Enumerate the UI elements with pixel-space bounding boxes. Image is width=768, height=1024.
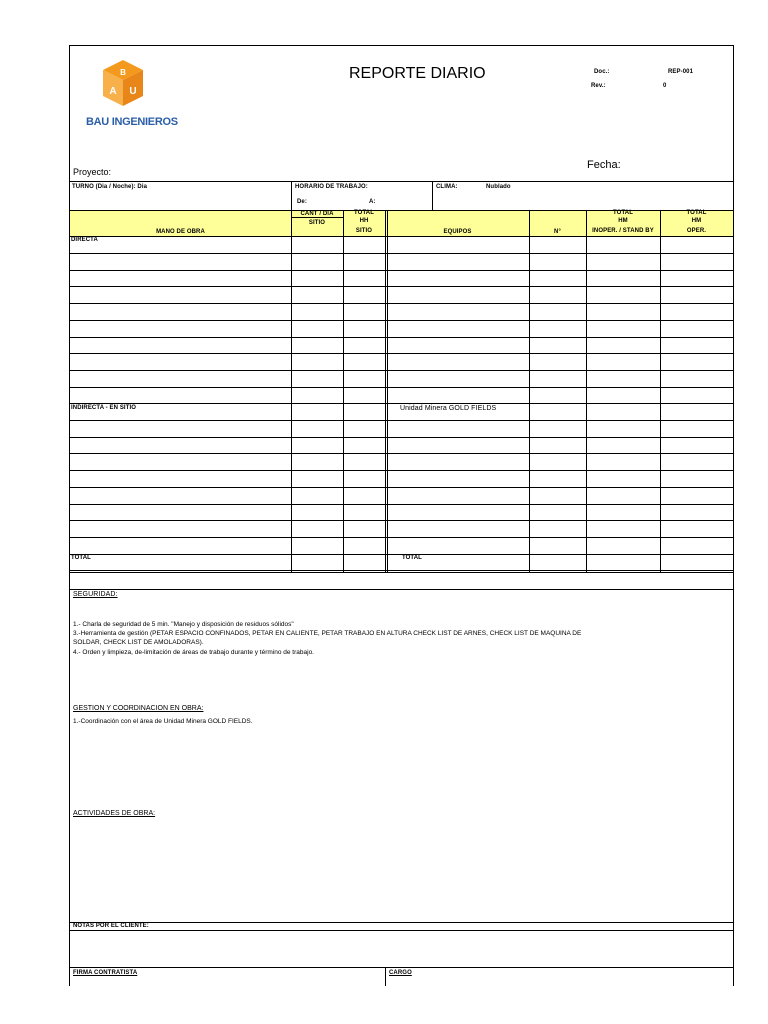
info-divider-2	[432, 181, 433, 211]
svg-text:A: A	[109, 86, 117, 97]
row-unidad-minera: Unidad Minera GOLD FIELDS	[400, 405, 497, 412]
header-total: TOTAL	[354, 210, 374, 216]
actividades-title: ACTIVIDADES DE OBRA:	[73, 810, 156, 817]
table-row-line	[69, 554, 733, 555]
table-row-line	[69, 403, 733, 404]
row-directa: DIRECTA	[71, 237, 98, 243]
table-row-line	[69, 387, 733, 388]
table-row-line	[69, 337, 733, 338]
gestion-line-1: 1.-Coordinación con el área de Unidad Minera GOLD FIELDS.	[73, 718, 253, 725]
table-row-line	[69, 537, 733, 538]
header-mano-obra: MANO DE OBRA	[156, 229, 205, 235]
company-name: BAU INGENIEROS	[86, 116, 178, 128]
proyecto-label: Proyecto:	[73, 167, 112, 177]
col-line-total-hh	[343, 210, 344, 573]
header-oper-1: TOTAL	[686, 210, 707, 216]
rev-value: 0	[663, 83, 667, 89]
header-oper-2: HM	[691, 218, 702, 224]
col-line-cant	[291, 210, 292, 573]
header-sitio-1: SITIO	[308, 220, 326, 226]
svg-text:B: B	[120, 68, 126, 77]
firma-top-line	[69, 967, 733, 968]
table-row-line	[69, 504, 733, 505]
header-numero: N°	[554, 229, 561, 235]
frame-right-border	[733, 45, 734, 986]
table-row-line	[69, 370, 733, 371]
info-row-top	[69, 181, 733, 182]
col-line-oper	[660, 210, 661, 573]
firma-cargo: CARGO	[389, 970, 412, 976]
seguridad-title: SEGURIDAD:	[73, 591, 118, 598]
table-row-line	[69, 286, 733, 287]
horario-label: HORARIO DE TRABAJO:	[295, 184, 368, 190]
doc-value: REP-001	[668, 69, 694, 75]
header-hh: HH	[359, 218, 369, 224]
table-row-line	[69, 487, 733, 488]
table-row-line	[69, 320, 733, 321]
table-row-line	[69, 353, 733, 354]
header-inoper-3: INOPER. / STAND BY	[592, 228, 654, 234]
header-oper-3: OPER.	[686, 228, 707, 234]
frame-left-border	[69, 45, 70, 986]
header-sitio-2: SITIO	[355, 228, 373, 234]
notas-sub-line	[69, 930, 733, 931]
seguridad-line-4: 4.- Orden y limpieza, de-limitación de áreas de trabajo durante y término de trabajo.	[73, 649, 314, 656]
notas-title: NOTAS POR EL CLIENTE:	[73, 923, 149, 929]
col-line-equipos-a	[385, 210, 386, 573]
info-divider-1	[291, 181, 292, 211]
page-title: REPORTE DIARIO	[349, 65, 486, 82]
table-row-line	[69, 270, 733, 271]
turno-label: TURNO (Dia / Noche): Dia	[72, 184, 148, 190]
row-total-left: TOTAL	[71, 555, 91, 561]
horario-de-label: De:	[297, 199, 307, 205]
cant-dia-underline	[291, 217, 343, 218]
header-inoper-1: TOTAL	[613, 210, 633, 216]
header-cant-dia: CANT / DIA	[300, 211, 334, 217]
horario-a-label: A:	[369, 199, 376, 205]
header-inoper-2: HM	[618, 218, 628, 224]
col-line-numero	[529, 210, 530, 573]
doc-label: Doc.:	[594, 69, 610, 75]
table-row-line	[69, 470, 733, 471]
notas-top-line	[69, 922, 733, 923]
table-row-line	[69, 572, 733, 573]
fecha-label: Fecha:	[587, 159, 621, 171]
firma-divider	[385, 967, 386, 986]
table-row-line	[69, 570, 733, 571]
row-indirecta: INDIRECTA - EN SITIO	[71, 405, 136, 411]
clima-value: Nublado	[486, 184, 511, 190]
header-equipos: EQUIPOS	[443, 229, 472, 235]
row-total-right: TOTAL	[402, 555, 422, 561]
seguridad-line-1: 1.- Charla de seguridad de 5 min. "Manejo y disposición de residuos sólidos"	[73, 621, 294, 628]
table-row-line	[69, 520, 733, 521]
col-line-inoper	[586, 210, 587, 573]
table-row-line	[69, 253, 733, 254]
table-row-line	[69, 453, 733, 454]
table-row-line	[69, 303, 733, 304]
seguridad-line-2: 3.-Herramienta de gestión (PETAR ESPACIO CONFINADOS, PETAR EN CALIENTE, PETAR TRABAJO EN ALTURA CHECK LIST DE ARNES, CHECK LIST DE MAQUINA DE	[73, 630, 582, 637]
seguridad-line-3: SOLDAR, CHECK LIST DE AMOLADORAS).	[73, 639, 204, 646]
col-line-equipos-b	[387, 210, 388, 573]
firma-contratista: FIRMA CONTRATISTA	[73, 970, 138, 976]
gestion-title: GESTION Y COORDINACION EN OBRA:	[73, 705, 204, 712]
table-row-line	[69, 420, 733, 421]
table-row-line	[69, 589, 733, 590]
rev-label: Rev.:	[591, 83, 606, 89]
frame-top-border	[69, 45, 733, 46]
clima-label: CLIMA:	[436, 184, 458, 190]
table-header-bottom	[69, 236, 733, 237]
svg-text:U: U	[129, 86, 137, 97]
table-row-line	[69, 437, 733, 438]
